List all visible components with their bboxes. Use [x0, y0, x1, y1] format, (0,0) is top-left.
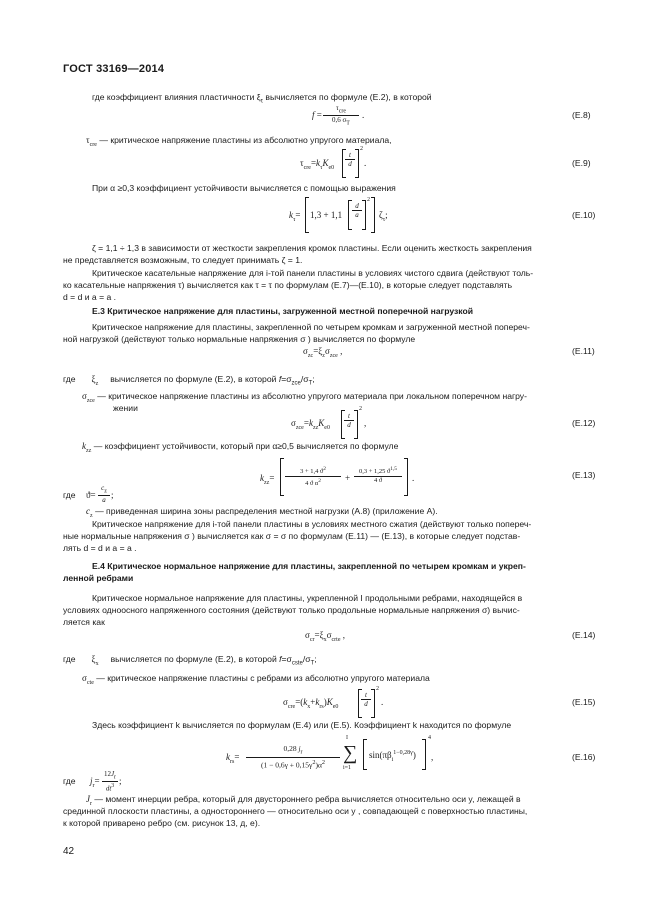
- equation-number: (Е.11): [572, 346, 595, 356]
- formula-e14: $\sigma_{cr}=\xi_x\sigma_{crte}$ ,: [305, 630, 345, 643]
- text-line: $k_{zz}$ — коэффициент устойчивости, который при α≥0,5 вычисляется по формуле: [82, 441, 399, 454]
- section-heading: ленной ребрами: [63, 573, 134, 583]
- formula-e12: $\sigma_{zce}=k_{zz}K_{e0}$: [291, 418, 330, 431]
- text-line: не представляется возможным, то следует принимать ζ = 1.: [63, 255, 303, 265]
- equation-number: (Е.14): [572, 630, 596, 640]
- equation-number: (Е.16): [572, 752, 596, 762]
- text-line: срединной плоскости пластины, а одностороннего — относительно оси y , совпадающей с поверхностью пластины,: [63, 806, 528, 816]
- document-page: ГОСТ 33169—2014 где коэффициент влияния пластичности $\xi_\tau$ вычисляется по формуле (Е.2), в которой f = $\tau_{cre}$ 0,6 $\sigma_T$ . (Е.8) $\tau_{cre}$ — критическое напряжение пластины из абсолютно упругого материала, $\tau_{cre}=k_\tau K_{e0}$ $\frac{t}{d}$ 2 . (Е.9) При α ≥0,3 коэффициент устойчивости вычисляется с помощью выражения $k_\tau=$ 1,3 + 1,1 $\frac{d}{a}$ 2 $\zeta_\tau$; (Е.10) ζ = 1,1 ÷ 1,3 в зависимости от жесткости закрепления кромок пластины. Если оценить жесткость закрепления не представляется возможным, то следует принимать ζ = 1. Критическое касательные напряжение для i-той панели пластины в условиях чистого сдвига (действуют толь- ко касательные напряжения τ) вычисляется как τ = τ по формулам (Е.7)—(Е.10), в которые следует подставлять d = d и a = a . Е.3 Критическое напряжение для пластины, загруженной местной поперечной нагрузкой Критическое напряжение для пластины, закрепленной по четырем кромкам и загруженной местной попереч- ной нагрузкой (действуют только нормальные напряжения σ ) вычисляется по формуле $\sigma_{zc}=\xi_z\sigma_{zce}$ , (Е.11) где $\xi_z$ вычисляется по формуле (Е.2), в которой $f=\sigma_{zce}/\sigma_T$; $\sigma_{zce}$ — критическое напряжение пластины из абсолютно упругого материала при локальном поперечном нагру- жении $\sigma_{zce}=k_{zz}K_{e0}$ $\frac{t}{d}$ 2 , (Е.12) $k_{zz}$ — коэффициент устойчивости, который при α≥0,5 вычисляется по формуле $k_{zz}=$ $\frac{3 + 1,4 ϑ^2}{4 ϑ \alpha^2}$ + $\frac{0,3 + 1,25 ϑ^{1,5}}{4 ϑ}$ . (Е.13) где ϑ= $\frac{c_z}{a}$ ; $c_z$ — приведенная ширина зоны распределения местной нагрузки (А.8) (приложение А). Критическое напряжение для i-той панели пластины в условиях местного сжатия (действуют только попереч- ные нормальные напряжения σ ) вычисляется как σ = σ по формулам (Е.11) — (Е.13), в которые следует подстав- лять d = d и a = a . Е.4 Критическое нормальное напряжение для пластины, закрепленной по четырем кромкам и укреп- ленной ребрами Критическое нормальное напряжение для пластины, укрепленной I продольными ребрами, находящейся в условиях одноосного напряженного состояния (действуют только продольные нормальные напряжения σ) вычис- ляется как $\sigma_{cr}=\xi_x\sigma_{crte}$ , (Е.14) где $\xi_x$ вычисляется по формуле (Е.2), в которой $f=\sigma_{cste}/\sigma_T$; $\sigma_{cte}$ — критическое напряжение пластины с ребрами из абсолютно упругого материала $\sigma_{cre}=(k_x+k_{rs})K_{e0}$ $\frac{t}{d}$ 2 . (Е.15) Здесь коэффициент k вычисляется по формулам (Е.4) или (Е.5). Коэффициент k находится по формуле $k_{rs}=$ $\frac{0,28 j_r}{(1 - 0,6\gamma + 0,15\gamma^2)\alpha^2}$ ∑ I i=1 $\sin(\pi\beta_i^{1-0,28\gamma})$ 4 , (Е.16) где $j_r=$ $\frac{12J_r}{dt^3}$ ; $J_r$ — момент инерции ребра, который для двустороннего ребра вычисляется относительно оси y, лежащей в срединной плоскости пластины, а одностороннего — относительно оси y , совпадающей с поверхностью пластины, к которой приварено ребро (см. рисунок 13, д, е). 42: [63, 63, 596, 857]
- text-line: ко касательные напряжения τ) вычисляется как τ = τ по формулам (Е.7)—(Е.10), в которые следует подставлять: [63, 280, 513, 290]
- formula-e15: $\sigma_{cre}=(k_x+k_{rs})K_{e0}$: [283, 697, 339, 710]
- formula-e13: $k_{zz}=$: [260, 473, 275, 486]
- section-heading: Е.4 Критическое нормальное напряжение для пластины, закрепленной по четырем кромкам и укреп-: [92, 561, 526, 571]
- formula-e9: $\tau_{cre}=k_\tau K_{e0}$: [300, 158, 335, 171]
- formula-theta: ϑ=: [86, 490, 96, 500]
- text-line: Критическое напряжение для пластины, закрепленной по четырем кромкам и загруженной местной попереч-: [92, 322, 530, 332]
- formula-e8-fraction: $\tau_{cre}$ 0,6 $\sigma_T$: [323, 104, 359, 128]
- text-line: где $\xi_x$ вычисляется по формуле (Е.2), в которой $f=\sigma_{cste}/\sigma_T$;: [63, 654, 317, 667]
- text-line: ζ = 1,1 ÷ 1,3 в зависимости от жесткости закрепления кромок пластины. Если оценить жесткость закрепления: [92, 243, 532, 253]
- text-line: ляется как: [63, 617, 105, 627]
- text-line: жении: [113, 403, 138, 413]
- equation-number: (Е.15): [572, 697, 596, 707]
- section-heading: Е.3 Критическое напряжение для пластины, загруженной местной поперечной нагрузкой: [92, 306, 474, 316]
- text-line: к которой приварено ребро (см. рисунок 13, д, е).: [63, 818, 261, 828]
- text-line: $\sigma_{cte}$ — критическое напряжение пластины с ребрами из абсолютно упругого материала: [82, 673, 430, 686]
- text-line: $J_r$ — момент инерции ребра, который для двустороннего ребра вычисляется относительно оси y, лежащей в: [86, 794, 521, 807]
- formula-jr: $j_r=$: [90, 776, 100, 789]
- text-line: Критическое нормальное напряжение для пластины, укрепленной I продольными ребрами, находящейся в: [92, 593, 523, 603]
- text-line: условиях одноосного напряженного состояния (действуют только продольные нормальные напряжения σ) вычис-: [63, 605, 520, 615]
- text-line: где $\xi_z$ вычисляется по формуле (Е.2), в которой $f=\sigma_{zce}/\sigma_T$;: [63, 374, 315, 387]
- page-number: 42: [63, 846, 75, 857]
- formula-e8: f =: [312, 110, 322, 120]
- text-line: $\sigma_{zce}$ — критическое напряжение пластины из абсолютно упругого материала при локальном поперечном нагру-: [82, 391, 527, 404]
- text-line: Здесь коэффициент k вычисляется по формулам (Е.4) или (Е.5). Коэффициент k находится по формуле: [92, 720, 512, 730]
- formula-e10: $k_\tau=$: [289, 210, 301, 223]
- equation-number: (Е.9): [572, 158, 591, 168]
- text-line: Критическое напряжение для i-той панели пластины в условиях местного сжатия (действуют только попереч-: [92, 519, 532, 529]
- equation-number: (Е.10): [572, 210, 596, 220]
- text-line: $\tau_{cre}$ — критическое напряжение пластины из абсолютно упругого материала,: [86, 135, 392, 148]
- text-line: ной нагрузкой (действуют только нормальные напряжения σ ) вычисляется по формуле: [63, 334, 416, 344]
- formula-e11: $\sigma_{zc}=\xi_z\sigma_{zce}$ ,: [303, 346, 343, 359]
- equation-number: (Е.8): [572, 110, 591, 120]
- text-line: d = d и a = a .: [63, 292, 117, 302]
- text-line: Критическое касательные напряжение для i-той панели пластины в условиях чистого сдвига (действуют толь-: [92, 268, 534, 278]
- text-line: ные нормальные напряжения σ ) вычисляется как σ = σ по формулам (Е.11) — (Е.13), в которые следует подстав-: [63, 531, 521, 541]
- equation-number: (Е.13): [572, 470, 596, 480]
- text-line: где: [63, 490, 76, 500]
- text-line: лять d = d и a = a .: [63, 543, 137, 553]
- document-header: ГОСТ 33169—2014: [63, 63, 165, 75]
- equation-number: (Е.12): [572, 418, 596, 428]
- text-line: где коэффициент влияния пластичности $\xi_\tau$ вычисляется по формуле (Е.2), в которой: [92, 92, 432, 105]
- text-line: где: [63, 776, 76, 786]
- text-line: При α ≥0,3 коэффициент устойчивости вычисляется с помощью выражения: [92, 183, 396, 193]
- text-line: $c_z$ — приведенная ширина зоны распределения местной нагрузки (А.8) (приложение А).: [86, 506, 438, 519]
- formula-e16: $k_{rs}=$: [226, 752, 240, 765]
